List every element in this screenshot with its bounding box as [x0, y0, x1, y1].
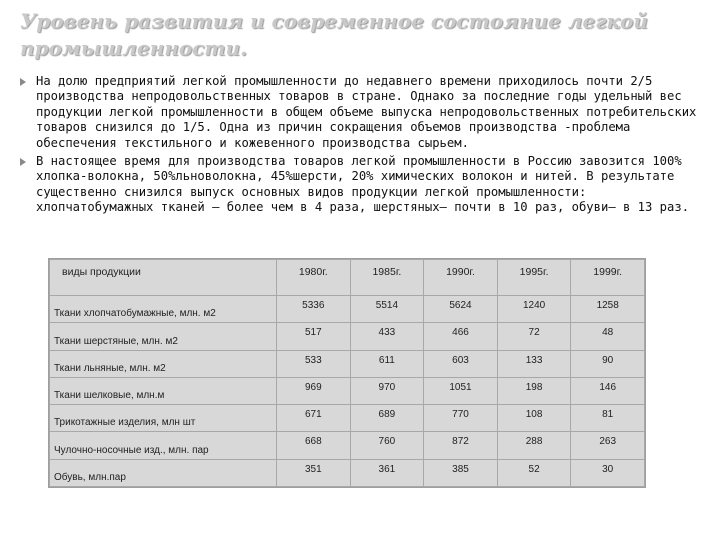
table-cell: 5336: [277, 296, 351, 323]
row-label: Ткани шерстяные, млн. м2: [50, 323, 277, 350]
bullet-text: На долю предприятий легкой промышленности до недавнего времени приходилось почти 2/5 производства непродовольственных товаров в стране. Однако за последние годы удельный вес продукции легкой промышленности в общем объеме выпуска непродовольственных потребительских товаров снизился до 1/5. Одна из причин сокращения объемов производства -проблема обеспечения текстильного и кожевенного производства сырьем.: [36, 74, 697, 150]
table-cell: 433: [350, 323, 424, 350]
table-cell: 760: [350, 432, 424, 459]
table-cell: 5624: [424, 296, 498, 323]
table-cell: 133: [497, 350, 571, 377]
table-cell: 146: [571, 377, 645, 404]
table-cell: 351: [277, 459, 351, 486]
table-cell: 108: [497, 405, 571, 432]
table-cell: 5514: [350, 296, 424, 323]
table-header-row: [50, 260, 645, 296]
table-cell: 770: [424, 405, 498, 432]
row-label: Ткани хлопчатобумажные, млн. м2: [50, 296, 277, 323]
slide-title: Уровень развития и современное состояние легкой промышленности.: [20, 9, 648, 60]
table-row: [50, 377, 645, 404]
table-cell: 466: [424, 323, 498, 350]
table-cell: 671: [277, 405, 351, 432]
table-cell: 198: [497, 377, 571, 404]
column-header-product: виды продукции: [50, 260, 277, 296]
table-cell: 872: [424, 432, 498, 459]
row-label: Обувь, млн.пар: [50, 459, 277, 486]
table-cell: 517: [277, 323, 351, 350]
row-label: Ткани шелковые, млн.м: [50, 377, 277, 404]
table-cell: 30: [571, 459, 645, 486]
row-label: Чулочно-носочные изд., млн. пар: [50, 432, 277, 459]
bullet-item: [18, 74, 708, 151]
table-cell: 361: [350, 459, 424, 486]
table-row: [50, 350, 645, 377]
column-header-1990: 1990г.: [424, 260, 498, 296]
bullet-list: [18, 74, 708, 219]
table-cell: 263: [571, 432, 645, 459]
table-cell: 533: [277, 350, 351, 377]
table-cell: 48: [571, 323, 645, 350]
table-cell: 611: [350, 350, 424, 377]
production-table: [49, 259, 645, 487]
table-cell: 385: [424, 459, 498, 486]
column-header-1999: 1999г.: [571, 260, 645, 296]
table-cell: 970: [350, 377, 424, 404]
bullet-text: В настоящее время для производства товаров легкой промышленности в Россию завозится 100% хлопка-волокна, 50%льноволокна, 45%шерсти, 20% химических волокон и нитей. В результате существенно снизился выпуск основных видов продукции легкой промышленности: хлопчатобумажных тканей – более чем в 4 раза, шерстяных– почти в 10 раз, обуви– в 13 раз.: [36, 154, 690, 215]
table-cell: 1051: [424, 377, 498, 404]
table-row: [50, 432, 645, 459]
bullet-arrow-icon: [20, 78, 26, 86]
table-cell: 603: [424, 350, 498, 377]
table-cell: 81: [571, 405, 645, 432]
table-row: [50, 323, 645, 350]
table-cell: 72: [497, 323, 571, 350]
table-row: [50, 405, 645, 432]
table-cell: 288: [497, 432, 571, 459]
column-header-1980: 1980г.: [277, 260, 351, 296]
table-cell: 689: [350, 405, 424, 432]
table-cell: 668: [277, 432, 351, 459]
bullet-arrow-icon: [20, 158, 26, 166]
table-row: [50, 296, 645, 323]
bullet-item: [18, 154, 708, 216]
production-table-container: [48, 258, 646, 488]
table-cell: 1240: [497, 296, 571, 323]
table-cell: 1258: [571, 296, 645, 323]
column-header-1995: 1995г.: [497, 260, 571, 296]
row-label: Трикотажные изделия, млн шт: [50, 405, 277, 432]
column-header-1985: 1985г.: [350, 260, 424, 296]
table-cell: 969: [277, 377, 351, 404]
table-row: [50, 459, 645, 486]
row-label: Ткани льняные, млн. м2: [50, 350, 277, 377]
table-cell: 52: [497, 459, 571, 486]
table-cell: 90: [571, 350, 645, 377]
